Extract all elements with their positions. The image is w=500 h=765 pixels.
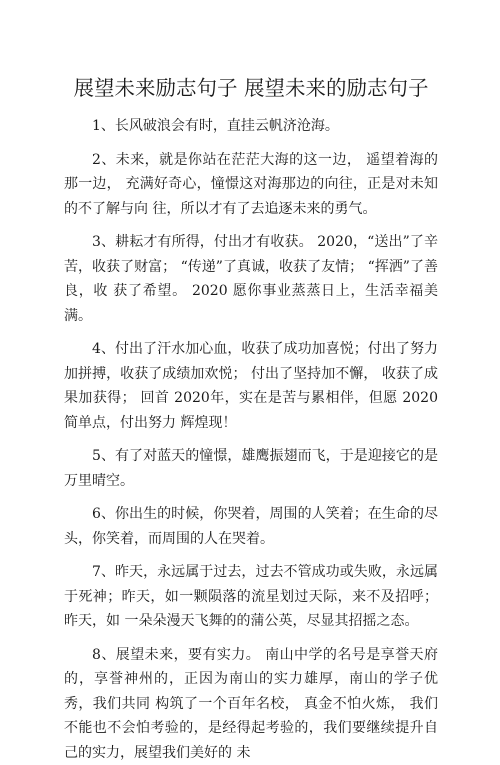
- paragraph-3: 3、耕耘才有所得，付出才有收获。 2020，“送出”了辛苦，收获了财富； “传递”了真诚，收获了友情； “挥洒”了善良，收 获了希望。 2020 愿你事业蒸蒸日上，生活幸福美满。: [64, 230, 438, 328]
- paragraph-8: 8、展望未来，要有实力。 南山中学的名号是享誉天府的，享誉神州的，正因为南山的实力雄厚，南山的学子优秀，我们共同 构筑了一个百年名校， 真金不怕火炼， 我们不能也不会怕考验的，是经得起考验的，我们要继续提升自己的实力，展望我们美好的 未: [64, 643, 438, 765]
- paragraph-2: 2、未来，就是你站在茫茫大海的这一边， 遥望着海的那一边， 充满好奇心，憧憬这对海那边的向往，正是对未知的不了解与向 往，所以才有了去追逐未来的勇气。: [64, 148, 438, 222]
- paragraph-7: 7、昨天，永远属于过去，过去不管成功或失败，永远属于死神；昨天，如一颗陨落的流星划过天际，来不及招呼；昨天，如 一朵朵漫天飞舞的的蒲公英，尽显其招摇之态。: [64, 560, 438, 634]
- document-body: [64, 114, 438, 765]
- paragraph-4: 4、付出了汗水加心血，收获了成功加喜悦；付出了努力加拼搏，收获了成绩加欢悦； 付出了坚持加不懈， 收获了成果加获得； 回首 2020年，实在是苦与累相伴，但愿 2020 简单点，付出努力 辉煌现！: [64, 337, 438, 435]
- paragraph-5: 5、有了对蓝天的憧憬，雄鹰振翅而飞，于是迎接它的是万里晴空。: [64, 444, 438, 493]
- paragraph-6: 6、你出生的时候，你哭着，周围的人笑着；在生命的尽头，你笑着，而周围的人在哭着。: [64, 502, 438, 551]
- paragraph-1: 1、长风破浪会有时，直挂云帆济沧海。: [64, 114, 438, 139]
- document-title: 展望未来励志句子 展望未来的励志句子: [64, 74, 438, 102]
